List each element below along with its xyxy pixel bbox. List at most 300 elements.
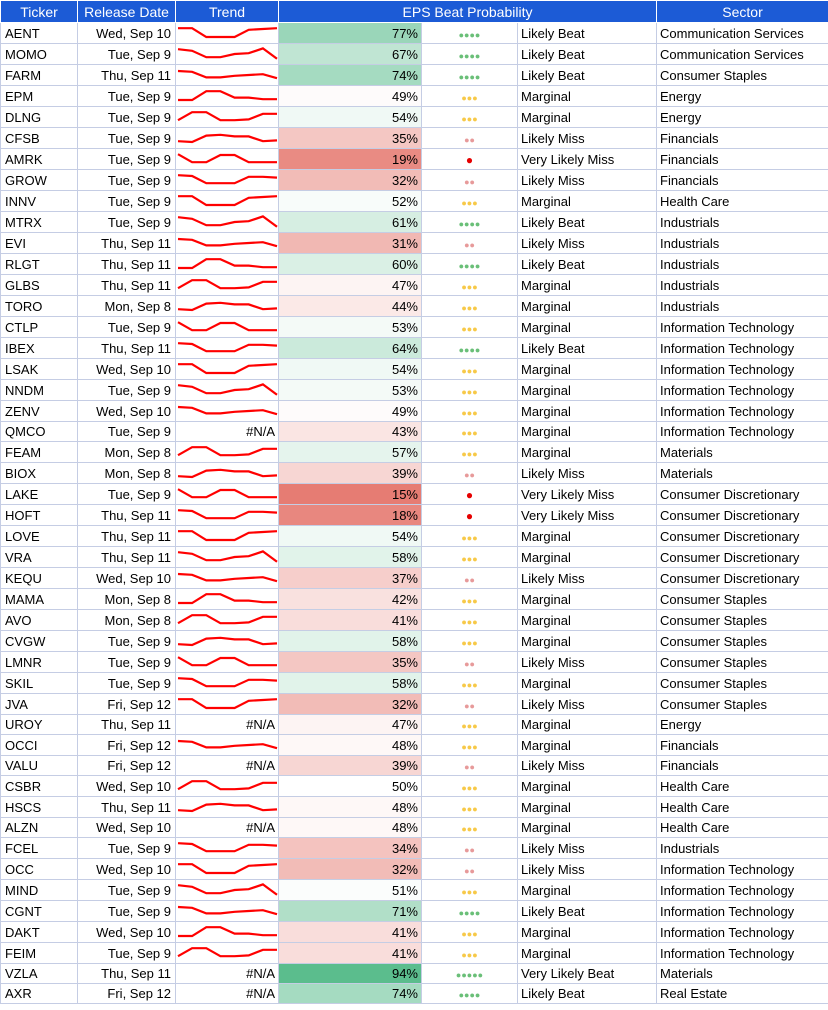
ticker-cell[interactable]: OCC (1, 859, 78, 880)
release-date-cell[interactable]: Thu, Sep 11 (78, 964, 176, 984)
sector-cell[interactable]: Industrials (657, 233, 828, 254)
sector-cell[interactable]: Consumer Discretionary (657, 484, 828, 505)
ticker-cell[interactable]: MIND (1, 880, 78, 901)
rating-label-cell[interactable]: Marginal (518, 818, 657, 838)
trend-cell[interactable] (176, 359, 279, 380)
trend-cell[interactable] (176, 547, 279, 568)
rating-label-cell[interactable]: Marginal (518, 422, 657, 442)
table-row[interactable] (1, 254, 828, 275)
rating-label-cell[interactable]: Likely Miss (518, 233, 657, 254)
ticker-cell[interactable]: HSCS (1, 797, 78, 818)
table-row[interactable] (1, 797, 828, 818)
sector-cell[interactable]: Industrials (657, 296, 828, 317)
rating-label-cell[interactable]: Marginal (518, 107, 657, 128)
table-row[interactable] (1, 338, 828, 359)
ticker-cell[interactable]: ALZN (1, 818, 78, 838)
release-date-cell[interactable]: Mon, Sep 8 (78, 589, 176, 610)
ticker-cell[interactable]: FCEL (1, 838, 78, 859)
rating-label-cell[interactable]: Likely Beat (518, 254, 657, 275)
sector-cell[interactable]: Consumer Staples (657, 652, 828, 673)
sector-cell[interactable]: Industrials (657, 254, 828, 275)
table-row[interactable] (1, 86, 828, 107)
rating-label-cell[interactable]: Likely Miss (518, 859, 657, 880)
rating-label-cell[interactable]: Marginal (518, 296, 657, 317)
table-row[interactable] (1, 170, 828, 191)
rating-label-cell[interactable]: Marginal (518, 673, 657, 694)
release-date-cell[interactable]: Tue, Sep 9 (78, 880, 176, 901)
table-row[interactable] (1, 107, 828, 128)
ticker-cell[interactable]: TORO (1, 296, 78, 317)
release-date-cell[interactable]: Mon, Sep 8 (78, 442, 176, 463)
ticker-cell[interactable]: EPM (1, 86, 78, 107)
release-date-cell[interactable]: Wed, Sep 10 (78, 401, 176, 422)
probability-cell[interactable]: 54% (279, 359, 422, 380)
probability-cell[interactable]: 53% (279, 380, 422, 401)
probability-cell[interactable]: 39% (279, 756, 422, 776)
rating-label-cell[interactable]: Marginal (518, 715, 657, 735)
trend-cell[interactable] (176, 818, 279, 838)
table-row[interactable] (1, 359, 828, 380)
trend-cell[interactable] (176, 442, 279, 463)
sector-cell[interactable]: Industrials (657, 838, 828, 859)
sector-cell[interactable]: Consumer Staples (657, 589, 828, 610)
sector-cell[interactable]: Health Care (657, 776, 828, 797)
probability-cell[interactable]: 31% (279, 233, 422, 254)
table-row[interactable] (1, 191, 828, 212)
rating-label-cell[interactable]: Likely Miss (518, 756, 657, 776)
table-row[interactable] (1, 735, 828, 756)
table-row[interactable] (1, 818, 828, 838)
table-row[interactable] (1, 694, 828, 715)
probability-cell[interactable]: 61% (279, 212, 422, 233)
sector-cell[interactable]: Communication Services (657, 23, 828, 44)
trend-cell[interactable] (176, 715, 279, 735)
ticker-cell[interactable]: CTLP (1, 317, 78, 338)
rating-label-cell[interactable]: Marginal (518, 401, 657, 422)
release-date-cell[interactable]: Tue, Sep 9 (78, 673, 176, 694)
ticker-cell[interactable]: ZENV (1, 401, 78, 422)
probability-cell[interactable]: 57% (279, 442, 422, 463)
sector-cell[interactable]: Information Technology (657, 859, 828, 880)
probability-cell[interactable]: 47% (279, 715, 422, 735)
release-date-cell[interactable]: Tue, Sep 9 (78, 86, 176, 107)
trend-cell[interactable] (176, 65, 279, 86)
probability-cell[interactable]: 48% (279, 735, 422, 756)
sector-cell[interactable]: Energy (657, 86, 828, 107)
trend-cell[interactable] (176, 735, 279, 756)
probability-cell[interactable]: 35% (279, 128, 422, 149)
ticker-cell[interactable]: BIOX (1, 463, 78, 484)
table-row[interactable] (1, 964, 828, 984)
ticker-cell[interactable]: LAKE (1, 484, 78, 505)
table-row[interactable] (1, 484, 828, 505)
release-date-cell[interactable]: Wed, Sep 10 (78, 818, 176, 838)
release-date-cell[interactable]: Tue, Sep 9 (78, 44, 176, 65)
rating-label-cell[interactable]: Likely Miss (518, 170, 657, 191)
trend-cell[interactable] (176, 275, 279, 296)
trend-cell[interactable] (176, 128, 279, 149)
rating-label-cell[interactable]: Likely Miss (518, 463, 657, 484)
ticker-cell[interactable]: VRA (1, 547, 78, 568)
rating-label-cell[interactable]: Marginal (518, 275, 657, 296)
sector-cell[interactable]: Financials (657, 128, 828, 149)
header-sector[interactable]: Sector (657, 1, 828, 23)
rating-label-cell[interactable]: Marginal (518, 526, 657, 547)
sector-cell[interactable]: Energy (657, 107, 828, 128)
rating-label-cell[interactable]: Marginal (518, 86, 657, 107)
sector-cell[interactable]: Consumer Staples (657, 673, 828, 694)
sector-cell[interactable]: Information Technology (657, 422, 828, 442)
rating-label-cell[interactable]: Marginal (518, 359, 657, 380)
release-date-cell[interactable]: Fri, Sep 12 (78, 735, 176, 756)
trend-cell[interactable] (176, 610, 279, 631)
table-row[interactable] (1, 275, 828, 296)
release-date-cell[interactable]: Thu, Sep 11 (78, 797, 176, 818)
probability-cell[interactable]: 43% (279, 422, 422, 442)
trend-cell[interactable] (176, 107, 279, 128)
probability-cell[interactable]: 34% (279, 838, 422, 859)
table-row[interactable] (1, 715, 828, 735)
table-row[interactable] (1, 463, 828, 484)
probability-cell[interactable]: 51% (279, 880, 422, 901)
table-row[interactable] (1, 589, 828, 610)
sector-cell[interactable]: Financials (657, 756, 828, 776)
rating-label-cell[interactable]: Likely Beat (518, 901, 657, 922)
ticker-cell[interactable]: UROY (1, 715, 78, 735)
ticker-cell[interactable]: DAKT (1, 922, 78, 943)
trend-cell[interactable] (176, 838, 279, 859)
release-date-cell[interactable]: Thu, Sep 11 (78, 715, 176, 735)
release-date-cell[interactable]: Fri, Sep 12 (78, 694, 176, 715)
table-row[interactable] (1, 652, 828, 673)
rating-label-cell[interactable]: Likely Beat (518, 23, 657, 44)
trend-cell[interactable] (176, 191, 279, 212)
release-date-cell[interactable]: Wed, Sep 10 (78, 568, 176, 589)
probability-cell[interactable]: 19% (279, 149, 422, 170)
ticker-cell[interactable]: RLGT (1, 254, 78, 275)
rating-label-cell[interactable]: Marginal (518, 589, 657, 610)
rating-label-cell[interactable]: Very Likely Miss (518, 484, 657, 505)
probability-cell[interactable]: 58% (279, 673, 422, 694)
sector-cell[interactable]: Industrials (657, 275, 828, 296)
ticker-cell[interactable]: INNV (1, 191, 78, 212)
probability-cell[interactable]: 32% (279, 694, 422, 715)
sector-cell[interactable]: Information Technology (657, 943, 828, 964)
probability-cell[interactable]: 94% (279, 964, 422, 984)
rating-label-cell[interactable]: Likely Beat (518, 44, 657, 65)
trend-cell[interactable] (176, 254, 279, 275)
ticker-cell[interactable]: AENT (1, 23, 78, 44)
trend-cell[interactable] (176, 422, 279, 442)
sector-cell[interactable]: Consumer Staples (657, 631, 828, 652)
ticker-cell[interactable]: CVGW (1, 631, 78, 652)
header-release-date[interactable]: Release Date (78, 1, 176, 23)
trend-cell[interactable] (176, 380, 279, 401)
ticker-cell[interactable]: IBEX (1, 338, 78, 359)
release-date-cell[interactable]: Thu, Sep 11 (78, 254, 176, 275)
rating-label-cell[interactable]: Marginal (518, 191, 657, 212)
table-row[interactable] (1, 859, 828, 880)
probability-cell[interactable]: 32% (279, 170, 422, 191)
rating-label-cell[interactable]: Marginal (518, 380, 657, 401)
rating-label-cell[interactable]: Marginal (518, 610, 657, 631)
trend-cell[interactable] (176, 86, 279, 107)
table-row[interactable] (1, 23, 828, 44)
ticker-cell[interactable]: GROW (1, 170, 78, 191)
rating-label-cell[interactable]: Likely Miss (518, 694, 657, 715)
rating-label-cell[interactable]: Marginal (518, 943, 657, 964)
ticker-cell[interactable]: QMCO (1, 422, 78, 442)
table-row[interactable] (1, 380, 828, 401)
release-date-cell[interactable]: Tue, Sep 9 (78, 317, 176, 338)
rating-label-cell[interactable]: Marginal (518, 797, 657, 818)
release-date-cell[interactable]: Tue, Sep 9 (78, 149, 176, 170)
sector-cell[interactable]: Materials (657, 964, 828, 984)
trend-cell[interactable] (176, 149, 279, 170)
ticker-cell[interactable]: NNDM (1, 380, 78, 401)
ticker-cell[interactable]: DLNG (1, 107, 78, 128)
release-date-cell[interactable]: Fri, Sep 12 (78, 984, 176, 1004)
probability-cell[interactable]: 41% (279, 610, 422, 631)
sector-cell[interactable]: Financials (657, 170, 828, 191)
table-row[interactable] (1, 212, 828, 233)
table-row[interactable] (1, 610, 828, 631)
ticker-cell[interactable]: MTRX (1, 212, 78, 233)
probability-cell[interactable]: 42% (279, 589, 422, 610)
probability-cell[interactable]: 35% (279, 652, 422, 673)
probability-cell[interactable]: 58% (279, 547, 422, 568)
sector-cell[interactable]: Information Technology (657, 880, 828, 901)
ticker-cell[interactable]: GLBS (1, 275, 78, 296)
trend-cell[interactable] (176, 943, 279, 964)
ticker-cell[interactable]: LMNR (1, 652, 78, 673)
probability-cell[interactable]: 50% (279, 776, 422, 797)
ticker-cell[interactable]: HOFT (1, 505, 78, 526)
ticker-cell[interactable]: AXR (1, 984, 78, 1004)
ticker-cell[interactable]: LSAK (1, 359, 78, 380)
probability-cell[interactable]: 60% (279, 254, 422, 275)
release-date-cell[interactable]: Tue, Sep 9 (78, 484, 176, 505)
probability-cell[interactable]: 15% (279, 484, 422, 505)
probability-cell[interactable]: 74% (279, 65, 422, 86)
sector-cell[interactable]: Information Technology (657, 901, 828, 922)
sector-cell[interactable]: Consumer Staples (657, 65, 828, 86)
trend-cell[interactable] (176, 526, 279, 547)
release-date-cell[interactable]: Tue, Sep 9 (78, 191, 176, 212)
ticker-cell[interactable]: CSBR (1, 776, 78, 797)
trend-cell[interactable] (176, 694, 279, 715)
table-row[interactable] (1, 422, 828, 442)
ticker-cell[interactable]: CFSB (1, 128, 78, 149)
probability-cell[interactable]: 39% (279, 463, 422, 484)
rating-label-cell[interactable]: Very Likely Beat (518, 964, 657, 984)
sector-cell[interactable]: Information Technology (657, 338, 828, 359)
table-row[interactable] (1, 922, 828, 943)
header-eps-beat-probability[interactable]: EPS Beat Probability (279, 1, 657, 23)
ticker-cell[interactable]: FARM (1, 65, 78, 86)
ticker-cell[interactable]: AMRK (1, 149, 78, 170)
ticker-cell[interactable]: FEAM (1, 442, 78, 463)
ticker-cell[interactable]: MOMO (1, 44, 78, 65)
table-row[interactable] (1, 756, 828, 776)
ticker-cell[interactable]: SKIL (1, 673, 78, 694)
release-date-cell[interactable]: Mon, Sep 8 (78, 463, 176, 484)
trend-cell[interactable] (176, 922, 279, 943)
table-row[interactable] (1, 65, 828, 86)
sector-cell[interactable]: Information Technology (657, 380, 828, 401)
release-date-cell[interactable]: Tue, Sep 9 (78, 380, 176, 401)
rating-label-cell[interactable]: Marginal (518, 631, 657, 652)
trend-cell[interactable] (176, 317, 279, 338)
rating-label-cell[interactable]: Marginal (518, 880, 657, 901)
rating-label-cell[interactable]: Likely Miss (518, 128, 657, 149)
release-date-cell[interactable]: Thu, Sep 11 (78, 65, 176, 86)
table-row[interactable] (1, 401, 828, 422)
table-row[interactable] (1, 233, 828, 254)
trend-cell[interactable] (176, 797, 279, 818)
release-date-cell[interactable]: Wed, Sep 10 (78, 922, 176, 943)
trend-cell[interactable] (176, 338, 279, 359)
probability-cell[interactable]: 49% (279, 401, 422, 422)
probability-cell[interactable]: 44% (279, 296, 422, 317)
trend-cell[interactable] (176, 233, 279, 254)
table-row[interactable] (1, 44, 828, 65)
sector-cell[interactable]: Health Care (657, 191, 828, 212)
release-date-cell[interactable]: Wed, Sep 10 (78, 23, 176, 44)
release-date-cell[interactable]: Fri, Sep 12 (78, 756, 176, 776)
rating-label-cell[interactable]: Likely Miss (518, 568, 657, 589)
header-ticker[interactable]: Ticker (1, 1, 78, 23)
trend-cell[interactable] (176, 776, 279, 797)
trend-cell[interactable] (176, 673, 279, 694)
table-row[interactable] (1, 547, 828, 568)
trend-cell[interactable] (176, 589, 279, 610)
probability-cell[interactable]: 58% (279, 631, 422, 652)
table-row[interactable] (1, 296, 828, 317)
table-row[interactable] (1, 568, 828, 589)
rating-label-cell[interactable]: Likely Miss (518, 838, 657, 859)
ticker-cell[interactable]: KEQU (1, 568, 78, 589)
sector-cell[interactable]: Health Care (657, 797, 828, 818)
sector-cell[interactable]: Health Care (657, 818, 828, 838)
release-date-cell[interactable]: Thu, Sep 11 (78, 547, 176, 568)
probability-cell[interactable]: 37% (279, 568, 422, 589)
sector-cell[interactable]: Materials (657, 463, 828, 484)
sector-cell[interactable]: Consumer Discretionary (657, 526, 828, 547)
release-date-cell[interactable]: Tue, Sep 9 (78, 128, 176, 149)
sector-cell[interactable]: Information Technology (657, 317, 828, 338)
release-date-cell[interactable]: Thu, Sep 11 (78, 505, 176, 526)
ticker-cell[interactable]: EVI (1, 233, 78, 254)
release-date-cell[interactable]: Tue, Sep 9 (78, 170, 176, 191)
table-row[interactable] (1, 984, 828, 1004)
release-date-cell[interactable]: Tue, Sep 9 (78, 631, 176, 652)
table-row[interactable] (1, 128, 828, 149)
sector-cell[interactable]: Consumer Staples (657, 610, 828, 631)
release-date-cell[interactable]: Tue, Sep 9 (78, 838, 176, 859)
trend-cell[interactable] (176, 170, 279, 191)
release-date-cell[interactable]: Mon, Sep 8 (78, 610, 176, 631)
table-row[interactable] (1, 943, 828, 964)
rating-label-cell[interactable]: Likely Beat (518, 212, 657, 233)
sector-cell[interactable]: Communication Services (657, 44, 828, 65)
sector-cell[interactable]: Information Technology (657, 401, 828, 422)
trend-cell[interactable] (176, 964, 279, 984)
probability-cell[interactable]: 54% (279, 526, 422, 547)
release-date-cell[interactable]: Thu, Sep 11 (78, 526, 176, 547)
table-row[interactable] (1, 442, 828, 463)
trend-cell[interactable] (176, 631, 279, 652)
trend-cell[interactable] (176, 859, 279, 880)
ticker-cell[interactable]: JVA (1, 694, 78, 715)
trend-cell[interactable] (176, 984, 279, 1004)
probability-cell[interactable]: 64% (279, 338, 422, 359)
probability-cell[interactable]: 48% (279, 818, 422, 838)
sector-cell[interactable]: Consumer Discretionary (657, 547, 828, 568)
trend-cell[interactable] (176, 505, 279, 526)
rating-label-cell[interactable]: Marginal (518, 776, 657, 797)
trend-cell[interactable] (176, 901, 279, 922)
probability-cell[interactable]: 41% (279, 922, 422, 943)
rating-label-cell[interactable]: Likely Beat (518, 65, 657, 86)
release-date-cell[interactable]: Thu, Sep 11 (78, 275, 176, 296)
release-date-cell[interactable]: Tue, Sep 9 (78, 901, 176, 922)
probability-cell[interactable]: 41% (279, 943, 422, 964)
ticker-cell[interactable]: MAMA (1, 589, 78, 610)
rating-label-cell[interactable]: Marginal (518, 442, 657, 463)
ticker-cell[interactable]: AVO (1, 610, 78, 631)
release-date-cell[interactable]: Tue, Sep 9 (78, 652, 176, 673)
probability-cell[interactable]: 53% (279, 317, 422, 338)
rating-label-cell[interactable]: Very Likely Miss (518, 149, 657, 170)
ticker-cell[interactable]: VALU (1, 756, 78, 776)
rating-label-cell[interactable]: Marginal (518, 317, 657, 338)
table-row[interactable] (1, 149, 828, 170)
trend-cell[interactable] (176, 484, 279, 505)
rating-label-cell[interactable]: Likely Beat (518, 338, 657, 359)
ticker-cell[interactable]: FEIM (1, 943, 78, 964)
release-date-cell[interactable]: Tue, Sep 9 (78, 943, 176, 964)
release-date-cell[interactable]: Wed, Sep 10 (78, 776, 176, 797)
rating-label-cell[interactable]: Marginal (518, 922, 657, 943)
table-row[interactable] (1, 838, 828, 859)
release-date-cell[interactable]: Thu, Sep 11 (78, 338, 176, 359)
trend-cell[interactable] (176, 568, 279, 589)
header-trend[interactable]: Trend (176, 1, 279, 23)
sector-cell[interactable]: Consumer Discretionary (657, 568, 828, 589)
release-date-cell[interactable]: Wed, Sep 10 (78, 859, 176, 880)
ticker-cell[interactable]: LOVE (1, 526, 78, 547)
probability-cell[interactable]: 54% (279, 107, 422, 128)
sector-cell[interactable]: Information Technology (657, 922, 828, 943)
probability-cell[interactable]: 47% (279, 275, 422, 296)
trend-cell[interactable] (176, 756, 279, 776)
probability-cell[interactable]: 48% (279, 797, 422, 818)
table-row[interactable] (1, 526, 828, 547)
probability-cell[interactable]: 49% (279, 86, 422, 107)
release-date-cell[interactable]: Tue, Sep 9 (78, 422, 176, 442)
rating-label-cell[interactable]: Very Likely Miss (518, 505, 657, 526)
rating-label-cell[interactable]: Likely Miss (518, 652, 657, 673)
release-date-cell[interactable]: Tue, Sep 9 (78, 212, 176, 233)
sector-cell[interactable]: Industrials (657, 212, 828, 233)
trend-cell[interactable] (176, 212, 279, 233)
trend-cell[interactable] (176, 463, 279, 484)
ticker-cell[interactable]: OCCI (1, 735, 78, 756)
table-row[interactable] (1, 631, 828, 652)
ticker-cell[interactable]: VZLA (1, 964, 78, 984)
trend-cell[interactable] (176, 880, 279, 901)
